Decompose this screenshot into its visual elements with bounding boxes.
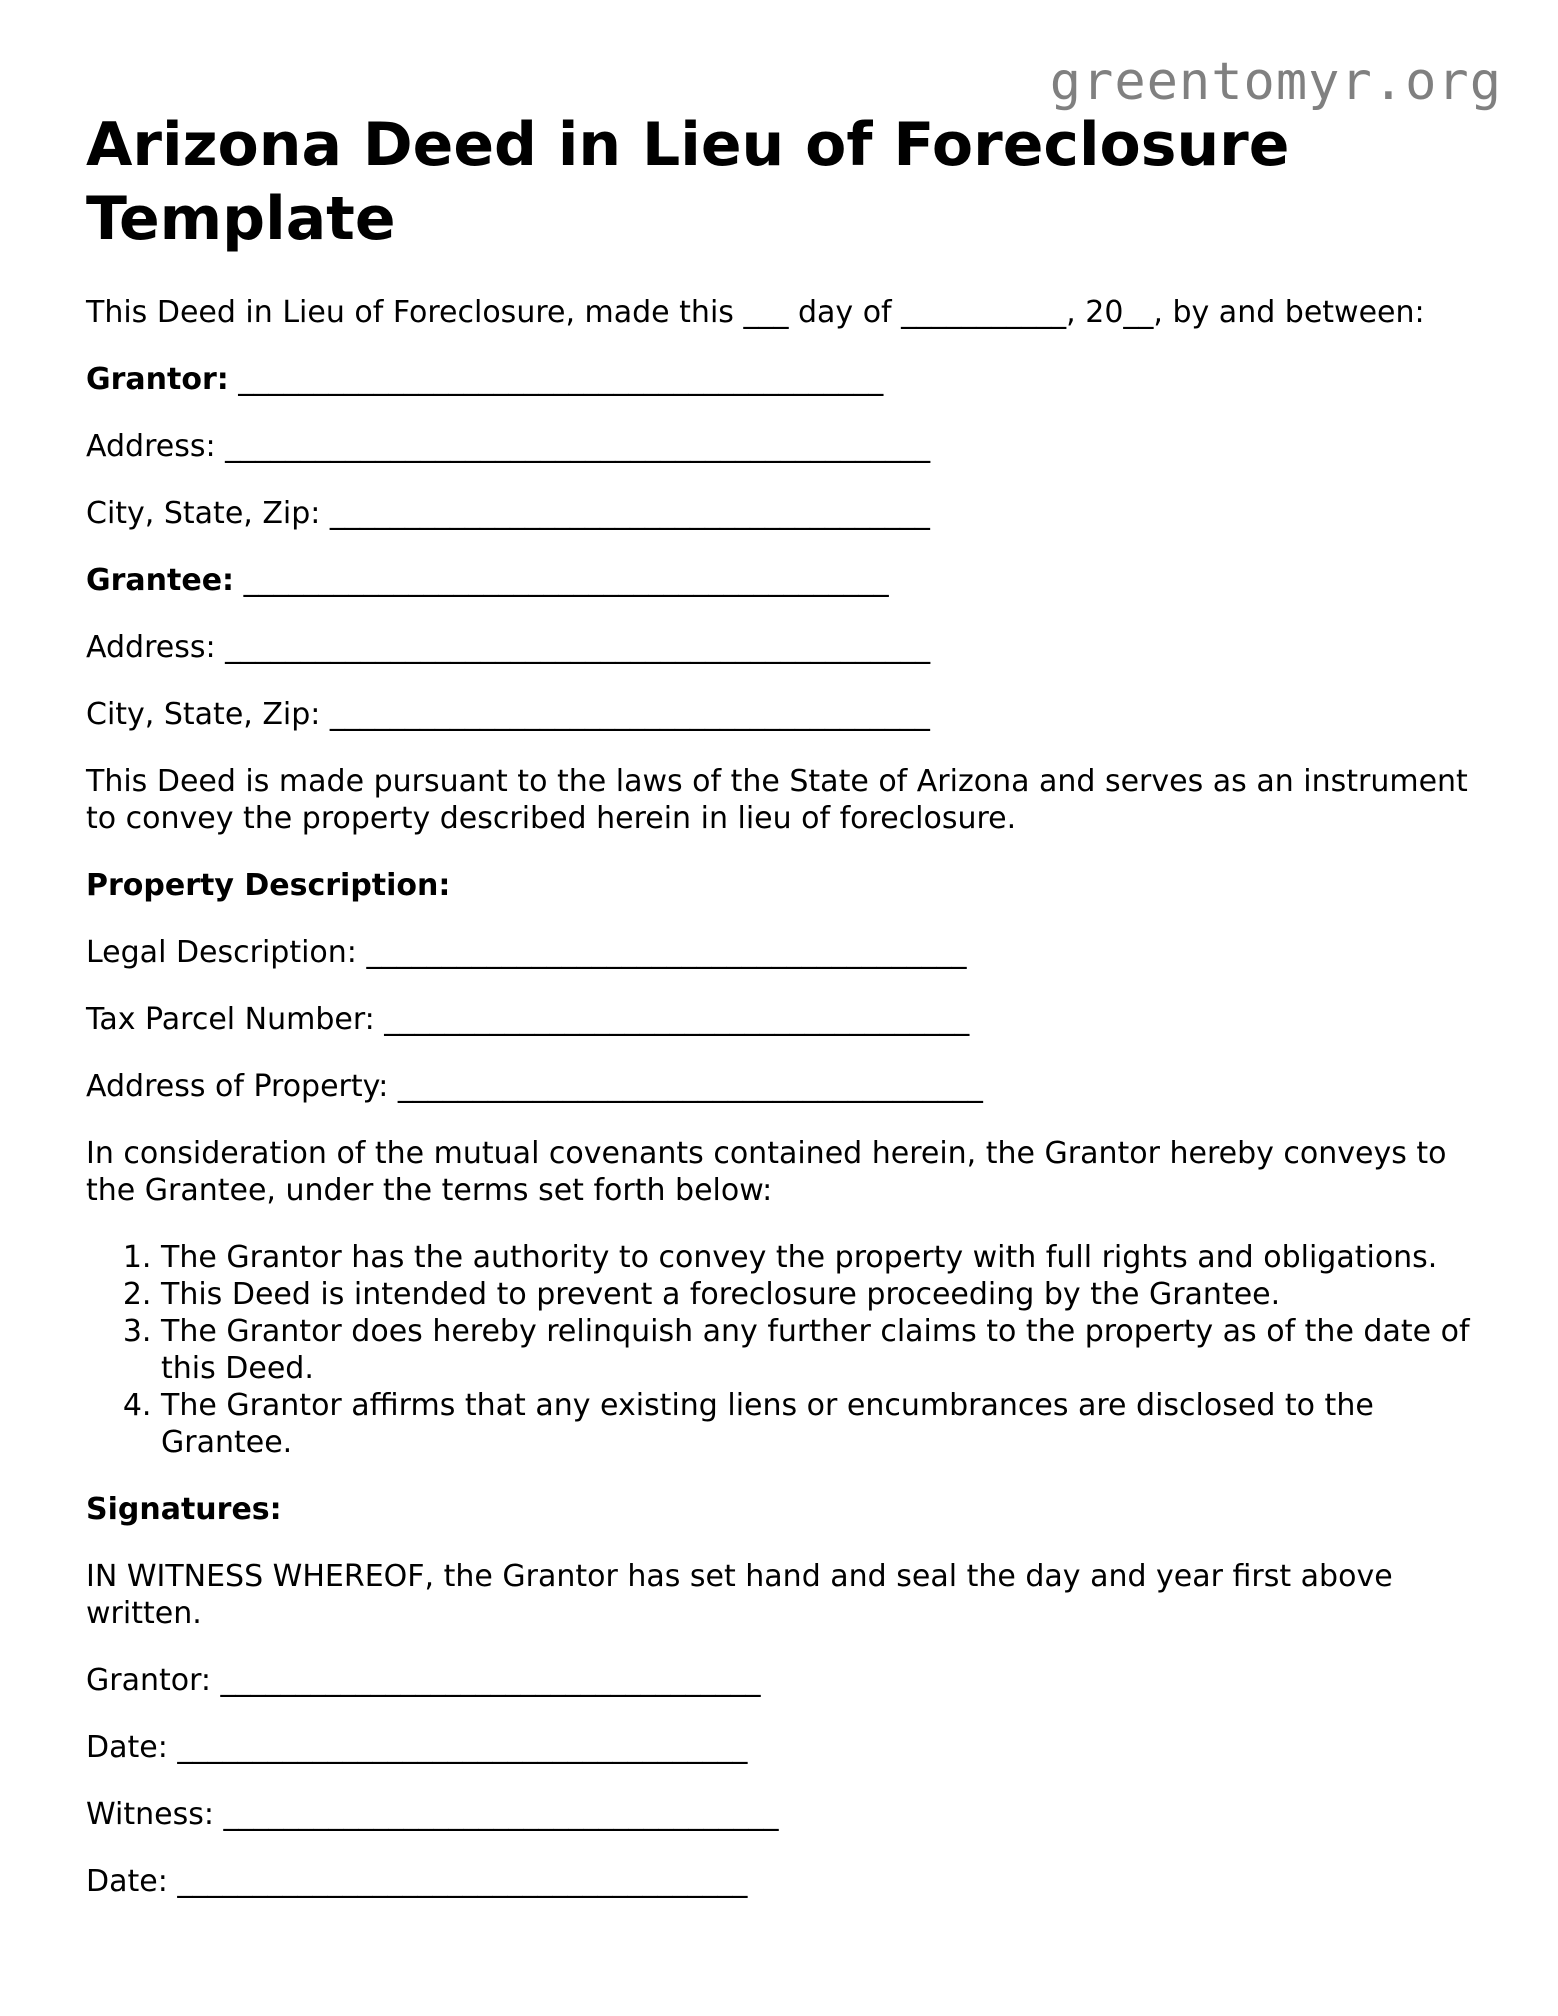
property-address-line: Address of Property: _______________________________________	[86, 1069, 983, 1104]
grantor-address-line: Address: _______________________________________________	[86, 429, 931, 464]
list-item: 2. This Deed is intended to prevent a foreclosure proceeding by the Grantee.	[161, 1276, 1486, 1313]
intro-line: This Deed in Lieu of Foreclosure, made this ___ day of ___________, 20__, by and between:	[86, 295, 1425, 330]
grantor-city-state-zip-line: City, State, Zip: ________________________________________	[86, 496, 930, 531]
list-item: 3. The Grantor does hereby relinquish any further claims to the property as of the date of this Deed.	[161, 1313, 1486, 1387]
grantee-city-state-zip-line: City, State, Zip: ________________________________________	[86, 697, 930, 732]
document-page	[86, 108, 1486, 1930]
grantee-address-line: Address: _______________________________________________	[86, 630, 931, 665]
witness-paragraph: IN WITNESS WHEREOF, the Grantor has set hand and seal the day and year first above written.	[86, 1559, 1393, 1631]
watermark: greentomyr.org	[1049, 52, 1502, 112]
grantor-date-line: Date: ______________________________________	[86, 1730, 748, 1765]
grantee-blank: ___________________________________________	[234, 563, 889, 598]
property-description-heading: Property Description:	[86, 868, 451, 903]
pursuant-paragraph: This Deed is made pursuant to the laws of the State of Arizona and serves as an instrument to convey the property described herein in lieu of foreclosure.	[86, 764, 1468, 836]
tax-parcel-number-line: Tax Parcel Number: _______________________________________	[86, 1002, 970, 1037]
terms-list	[86, 1239, 1486, 1461]
grantor-label: Grantor:	[86, 362, 229, 397]
list-item: 1. The Grantor has the authority to convey the property with full rights and obligations.	[161, 1239, 1486, 1276]
witness-date-line: Date: ______________________________________	[86, 1864, 748, 1899]
grantor-blank: ___________________________________________	[228, 362, 884, 397]
grantee-label: Grantee:	[86, 563, 235, 598]
legal-description-line: Legal Description: ________________________________________	[86, 935, 967, 970]
grantee-line	[86, 562, 1486, 599]
document-title: Arizona Deed in Lieu of Foreclosure Template	[86, 110, 1290, 254]
grantor-signature-line: Grantor: ____________________________________	[86, 1663, 761, 1698]
consideration-paragraph: In consideration of the mutual covenants contained herein, the Grantor hereby conveys to the Grantee, under the terms set forth below:	[86, 1136, 1447, 1208]
witness-signature-line: Witness: _____________________________________	[86, 1797, 779, 1832]
grantor-line	[86, 361, 1486, 398]
list-item: 4. The Grantor affirms that any existing liens or encumbrances are disclosed to the Grantee.	[161, 1387, 1486, 1461]
signatures-heading: Signatures:	[86, 1492, 282, 1527]
